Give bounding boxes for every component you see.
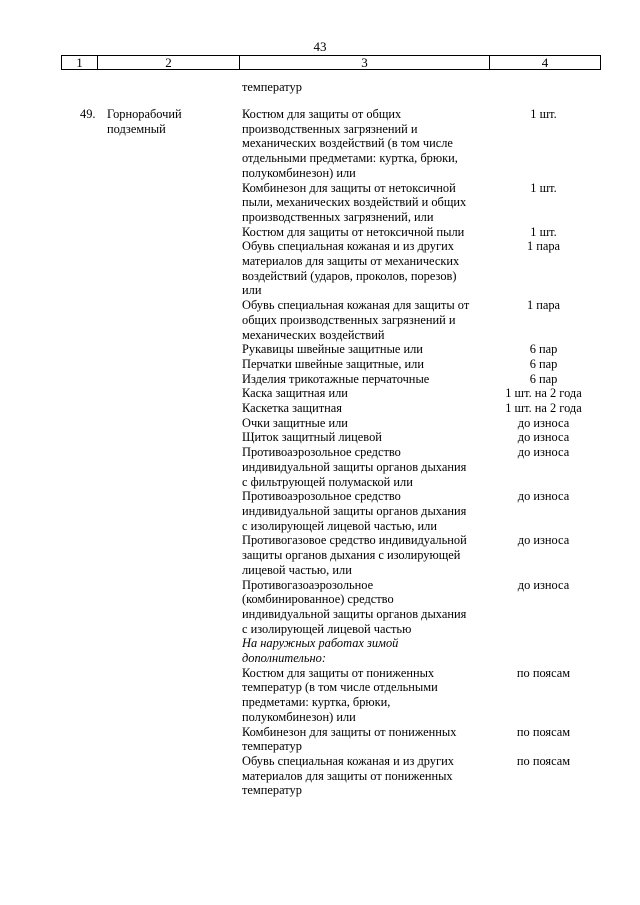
equipment-item [242,181,600,225]
equipment-item [242,578,600,637]
equipment-item-name: Обувь специальная кожаная и из других материалов для защиты от пониженных температур [242,753,454,798]
equipment-item-name: Противогазоаэрозольное (комбинированное) средство индивидуальной защиты органов дыхания с изолирующей лицевой частью [242,577,467,636]
equipment-item-norm: по поясам [516,665,571,680]
equipment-item [242,386,600,401]
equipment-item-norm: 1 шт. [530,180,557,195]
equipment-item-norm: 1 шт. на 2 года [505,386,582,401]
equipment-item [242,298,600,342]
equipment-item [242,107,600,181]
equipment-item-name: Обувь специальная кожаная и из других материалов для защиты от механических воздействий (ударов, проколов, порезов) или [242,239,460,298]
equipment-item-norm: до износа [517,489,570,504]
equipment-item-norm: до износа [517,533,570,548]
equipment-item-norm: 6 пар [529,371,558,386]
equipment-item-norm: 1 пара [526,239,561,254]
equipment-item-norm: 1 шт. на 2 года [505,401,582,416]
equipment-item-name: На наружных работах зимой дополнительно: [242,636,399,666]
equipment-item [242,666,600,725]
equipment-item-name: Перчатки швейные защитные, или [242,356,424,371]
column-header-1: 1 [62,56,98,69]
equipment-item [242,225,600,240]
equipment-list [242,107,600,798]
equipment-item-name: Костюм для защиты от общих производственных загрязнений и механических воздействий (в том числе отдельными предметами: куртка, брюки, полукомбинезон) или [242,107,458,180]
column-header-3: 3 [240,56,490,69]
profession-name: Горнорабочий подземный [107,107,182,136]
equipment-item-norm: до износа [517,577,570,592]
equipment-item-name: Костюм для защиты от пониженных температур (в том числе отдельными предметами: куртка, брюки, полукомбинезон) или [242,665,438,724]
equipment-item-norm: 6 пар [529,356,558,371]
equipment-item-name: Обувь специальная кожаная для защиты от общих производственных загрязнений и механических воздействий [242,298,470,342]
equipment-item [242,445,600,489]
equipment-item-name: Противоаэрозольное средство индивидуальной защиты органов дыхания с фильтрующей полумаской или [242,445,467,489]
continuation-text: температур [242,80,302,94]
equipment-item [242,372,600,387]
equipment-item [242,401,600,416]
equipment-item [242,725,600,754]
equipment-item [242,533,600,577]
equipment-item-name: Каскетка защитная [242,401,342,416]
equipment-item-name: Каска защитная или [242,386,348,401]
equipment-item [242,357,600,372]
equipment-item-name: Изделия трикотажные перчаточные [242,371,430,386]
equipment-item-norm [487,636,600,665]
equipment-item-norm: 1 шт. [530,224,557,239]
equipment-item [242,754,600,798]
equipment-item-norm: до износа [517,445,570,460]
equipment-item-name: Комбинезон для защиты от нетоксичной пыли, механических воздействий и общих производственных загрязнений, или [242,180,467,224]
equipment-item-norm: 6 пар [529,342,558,357]
equipment-item-name: Рукавицы швейные защитные или [242,342,423,357]
equipment-item-name: Щиток защитный лицевой [242,430,382,445]
equipment-item-name: Противоаэрозольное средство индивидуальной защиты органов дыхания с изолирующей лицевой частью, или [242,489,467,533]
equipment-item-norm: 1 пара [526,298,561,313]
equipment-item-norm: по поясам [516,753,571,768]
equipment-item-norm: до износа [517,430,570,445]
equipment-item [242,342,600,357]
equipment-item-norm: по поясам [516,724,571,739]
section-note [242,636,600,665]
equipment-item-name: Комбинезон для защиты от пониженных температур [242,724,457,754]
equipment-item [242,239,600,298]
column-header-row [61,55,601,70]
equipment-item [242,489,600,533]
column-header-4: 4 [541,55,549,70]
row-number: 49. [80,107,96,121]
equipment-item-norm: до износа [517,415,570,430]
equipment-item-name: Костюм для защиты от нетоксичной пыли [242,224,465,239]
equipment-item-name: Противогазовое средство индивидуальной защиты органов дыхания с изолирующей лицевой частью, или [242,533,467,577]
page-number: 43 [313,39,327,54]
column-header-2: 2 [98,56,240,69]
equipment-item-norm: 1 шт. [530,107,557,121]
equipment-item [242,430,600,445]
equipment-item-name: Очки защитные или [242,415,348,430]
equipment-item [242,416,600,431]
